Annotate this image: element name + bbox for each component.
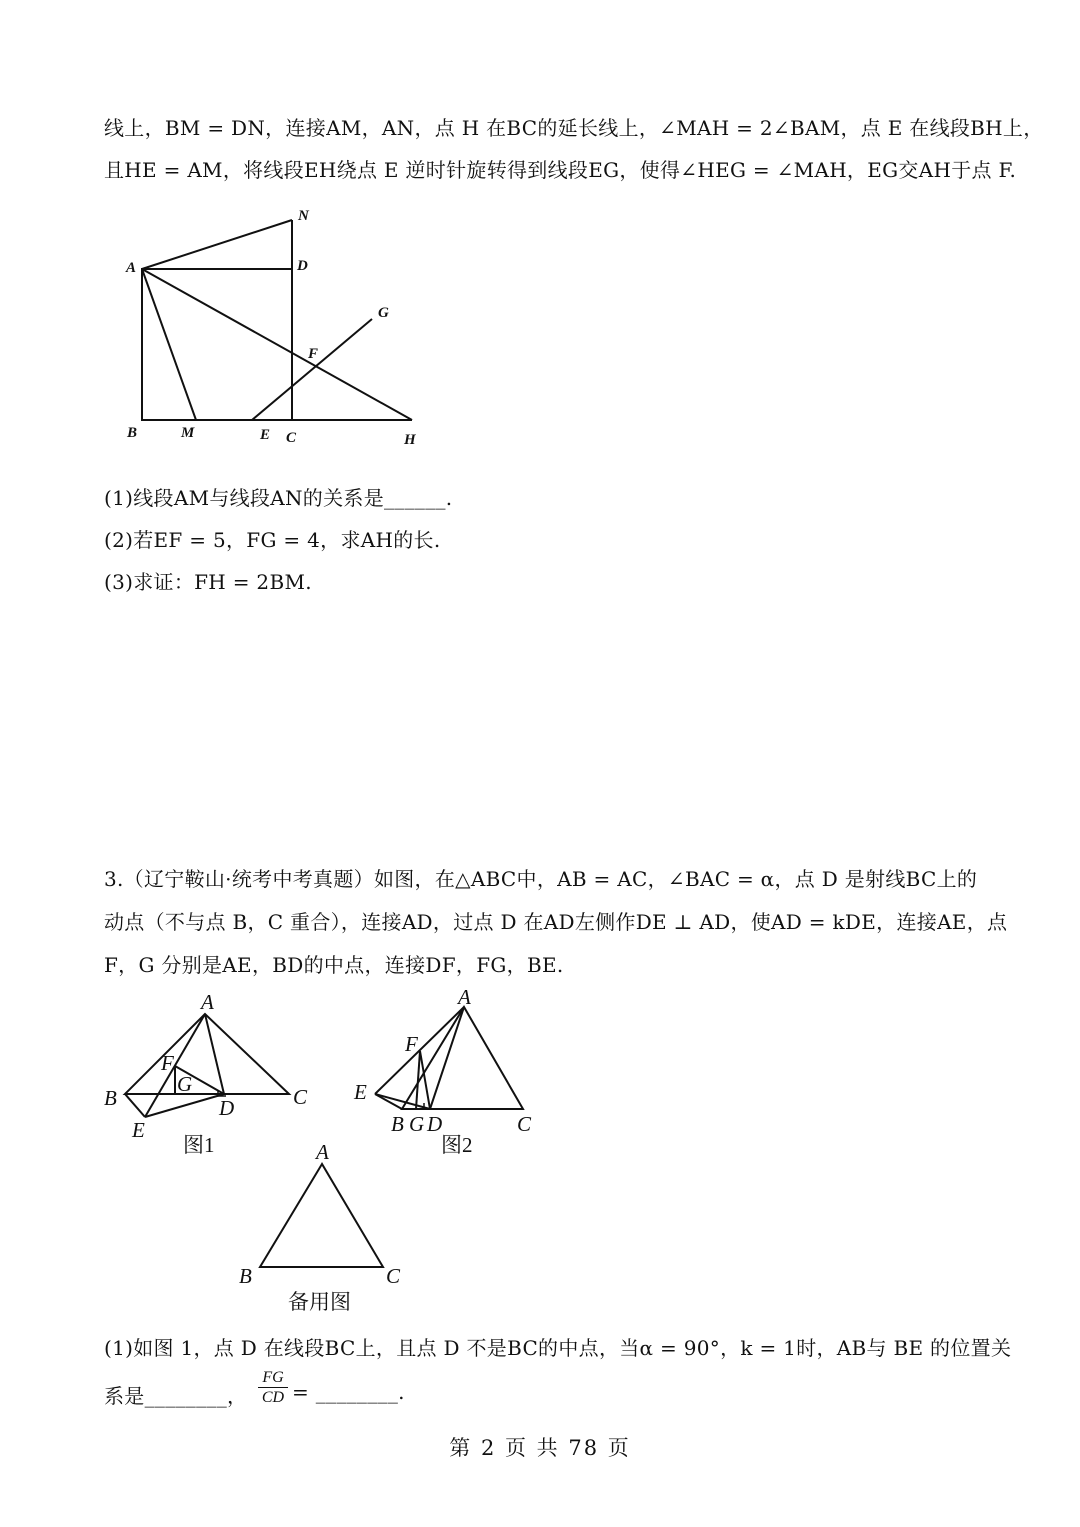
fraction-fg-cd — [258, 1369, 288, 1408]
fraction-denominator: CD — [261, 1389, 285, 1406]
fig2-label-g: G — [409, 1112, 425, 1136]
fig1-label-f: F — [161, 1051, 174, 1075]
segment-ad-1 — [205, 1014, 224, 1094]
segment-eb-2 — [375, 1094, 402, 1109]
label-h: H — [404, 432, 416, 448]
fig3-label-b: B — [239, 1264, 252, 1288]
fig3-caption: 备用图 — [288, 1290, 351, 1314]
label-g: G — [378, 305, 389, 321]
fig3-label-c: C — [386, 1264, 401, 1288]
fig3-label-a: A — [316, 1140, 329, 1164]
fig2-label-b: B — [391, 1112, 404, 1136]
p2-labels — [125, 208, 417, 448]
label-f: F — [308, 346, 319, 362]
fig1-label-g: G — [177, 1072, 193, 1096]
p3-question-1-line1: (1)如图 1，点 D 在线段BC上，且点 D 不是BC的中点，当α = 90°，k = 1时，AB与 BE 的位置关 — [104, 1336, 1012, 1360]
p2-line2: 且HE = AM，将线段EH绕点 E 逆时针旋转得到线段EG，使得∠HEG = ∠MAH，EG交AH于点 F. — [104, 158, 1017, 182]
segment-am — [142, 269, 196, 420]
p2-question-3: (3)求证：FH = 2BM. — [104, 570, 312, 594]
fig1-label-d: D — [219, 1096, 235, 1120]
fig1-caption: 图1 — [183, 1133, 215, 1157]
p3-figure3 — [260, 1164, 383, 1267]
fig1-label-a: A — [201, 990, 214, 1014]
fig2-label-d: D — [427, 1112, 443, 1136]
fig1-label-b: B — [104, 1086, 117, 1110]
segment-fd-2 — [420, 1051, 430, 1109]
label-m: M — [181, 425, 195, 441]
segment-eg — [252, 319, 372, 420]
p2-line1: 线上，BM = DN，连接AM，AN，点 H 在BC的延长线上，∠MAH = 2∠BAM，点 E 在线段BH上， — [104, 116, 1044, 140]
label-a: A — [126, 260, 137, 276]
square-abcd — [142, 269, 292, 420]
fraction-numerator: FG — [258, 1369, 288, 1388]
segment-ah — [142, 269, 412, 420]
fig1-label-e: E — [132, 1118, 145, 1142]
p2-figure — [142, 220, 412, 420]
label-n: N — [298, 208, 309, 224]
fig2-label-e: E — [354, 1080, 367, 1104]
fig2-label-c: C — [517, 1112, 532, 1136]
label-d: D — [297, 258, 308, 274]
p3-line2: 动点（不与点 B，C 重合），连接AD，过点 D 在AD左侧作DE ⊥ AD，使AD = kDE，连接AE，点 — [104, 910, 1008, 934]
segment-be-1 — [125, 1094, 145, 1117]
label-b: B — [127, 425, 138, 441]
triangle-abc-3 — [260, 1164, 383, 1267]
label-e: E — [260, 427, 271, 443]
fig1-label-c: C — [293, 1085, 308, 1109]
fig2-label-a: A — [458, 985, 471, 1009]
p3-question-1-line2a: 系是________， — [104, 1384, 248, 1408]
label-c: C — [286, 430, 297, 446]
page-footer: 第 2 页 共 78 页 — [449, 1436, 631, 1460]
p3-figure1 — [125, 1014, 289, 1117]
segment-an — [142, 220, 292, 269]
p3-line3: F，G 分别是AE，BD的中点，连接DF，FG，BE. — [104, 953, 564, 977]
fig2-label-f: F — [405, 1032, 418, 1056]
p2-question-1: (1)线段AM与线段AN的关系是______. — [104, 486, 453, 510]
p2-question-2: (2)若EF = 5，FG = 4，求AH的长. — [104, 528, 441, 552]
p3-figure2 — [375, 1007, 523, 1109]
p3-line1: 3.（辽宁鞍山·统考中考真题）如图，在△ABC中，AB = AC，∠BAC = α，点 D 是射线BC上的 — [104, 867, 978, 891]
fig2-caption: 图2 — [441, 1133, 473, 1157]
p3-question-1-line2b: = ________. — [292, 1380, 405, 1404]
